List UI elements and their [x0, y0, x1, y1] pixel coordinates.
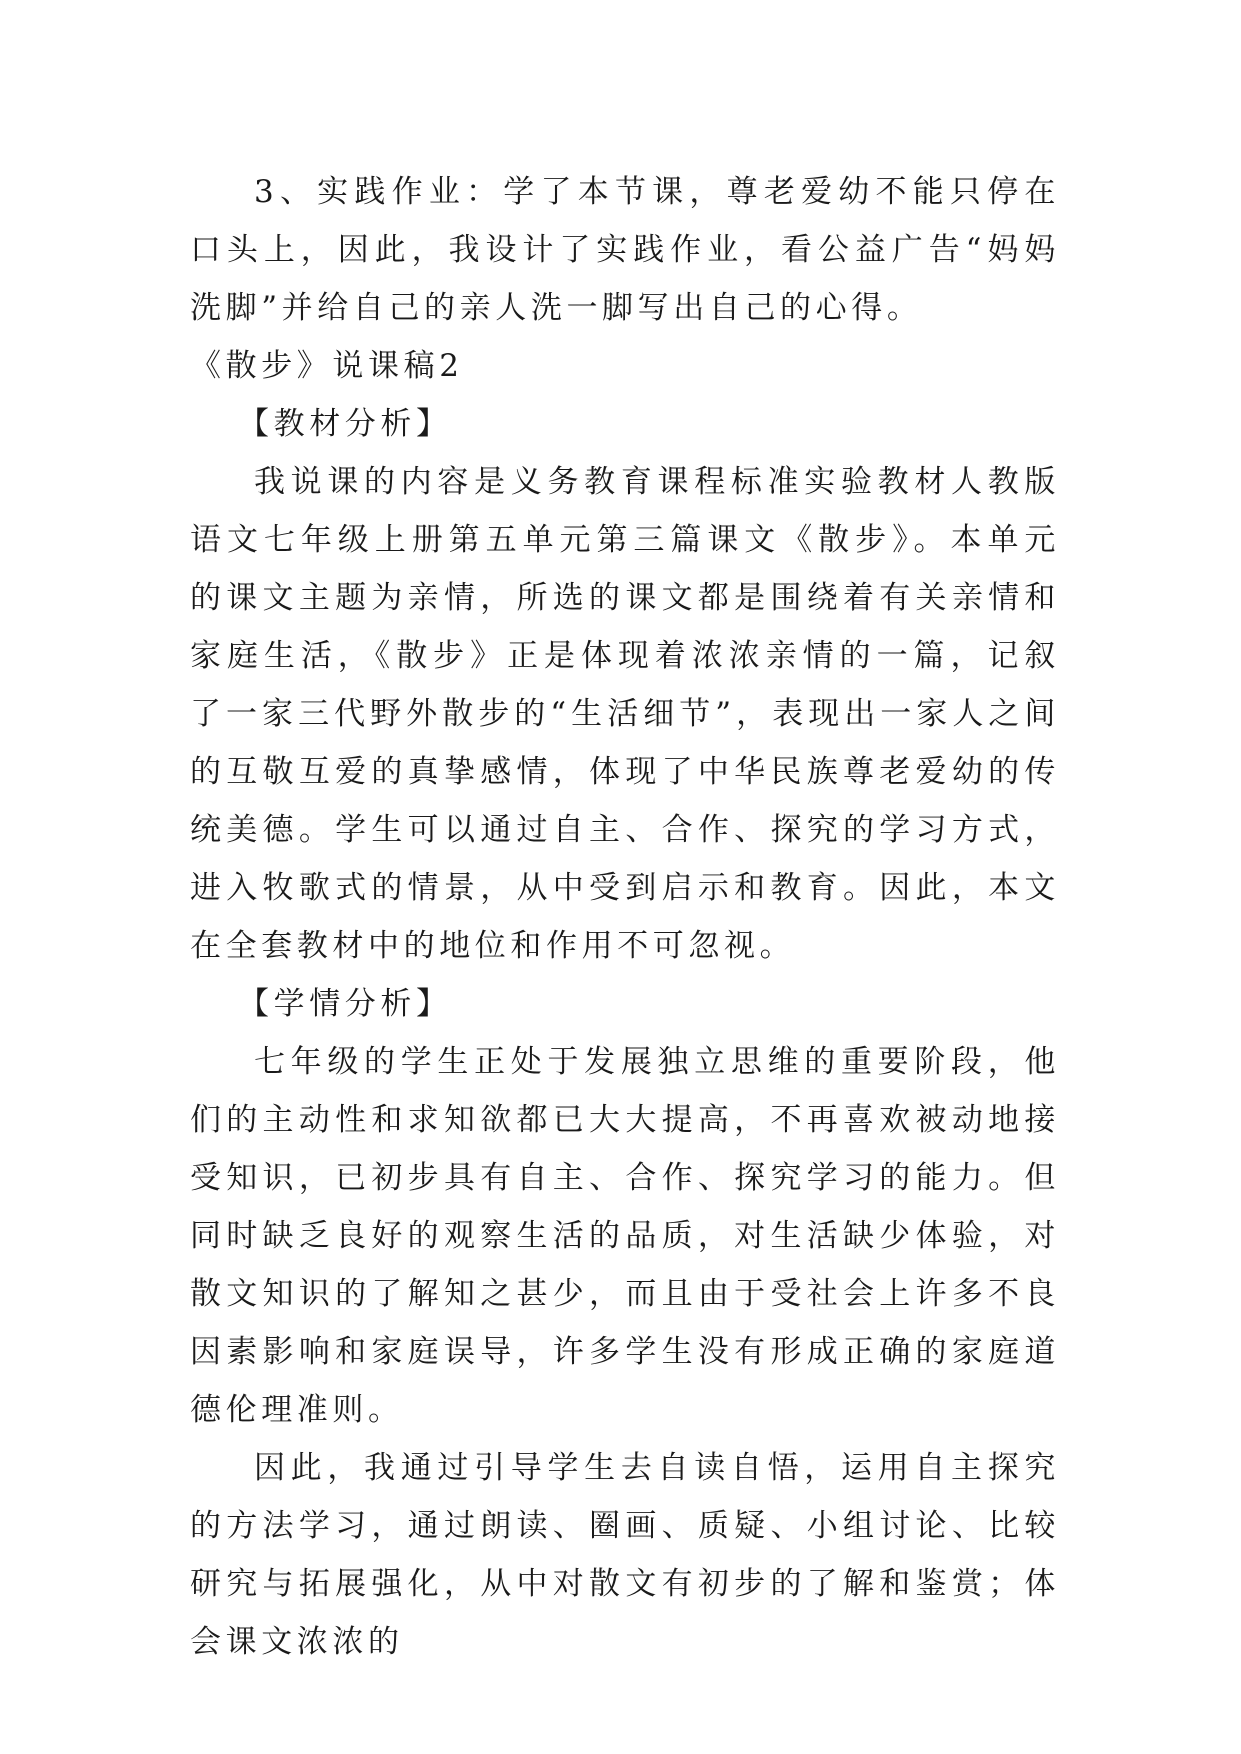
textbook-analysis-paragraph: 我说课的内容是义务教育课程标准实验教材人教版语文七年级上册第五单元第三篇课文《散步》。本单元的课文主题为亲情，所选的课文都是围绕着有关亲情和家庭生活，《散步》正是体现着浓浓亲情的一篇，记叙了一家三代野外散步的“生活细节”，表现出一家人之间的互敬互爱的真挚感情，体现了中华民族尊老爱幼的传统美德。学生可以通过自主、合作、探究的学习方式，进入牧歌式的情景，从中受到启示和教育。因此，本文在全套教材中的地位和作用不可忽视。 [190, 464, 1060, 964]
section-heading-student-analysis: 【学情分析】 [238, 986, 452, 1022]
lesson-title: 《散步》说课稿2 [190, 348, 464, 384]
document-body [190, 163, 1060, 1671]
method-paragraph: 因此，我通过引导学生去自读自悟，运用自主探究的方法学习，通过朗读、圈画、质疑、小组讨论、比较研究与拓展强化，从中对散文有初步的了解和鉴赏；体会课文浓浓的 [190, 1450, 1060, 1660]
practice-homework-paragraph: 3、实践作业：学了本节课，尊老爱幼不能只停在口头上，因此，我设计了实践作业，看公益广告“妈妈洗脚”并给自己的亲人洗一脚写出自己的心得。 [190, 174, 1060, 326]
student-analysis-paragraph: 七年级的学生正处于发展独立思维的重要阶段，他们的主动性和求知欲都已大大提高，不再喜欢被动地接受知识，已初步具有自主、合作、探究学习的能力。但同时缺乏良好的观察生活的品质，对生活缺少体验，对散文知识的了解知之甚少，而且由于受社会上许多不良因素影响和家庭误导，许多学生没有形成正确的家庭道德伦理准则。 [190, 1044, 1060, 1428]
section-heading-textbook-analysis: 【教材分析】 [238, 406, 452, 442]
